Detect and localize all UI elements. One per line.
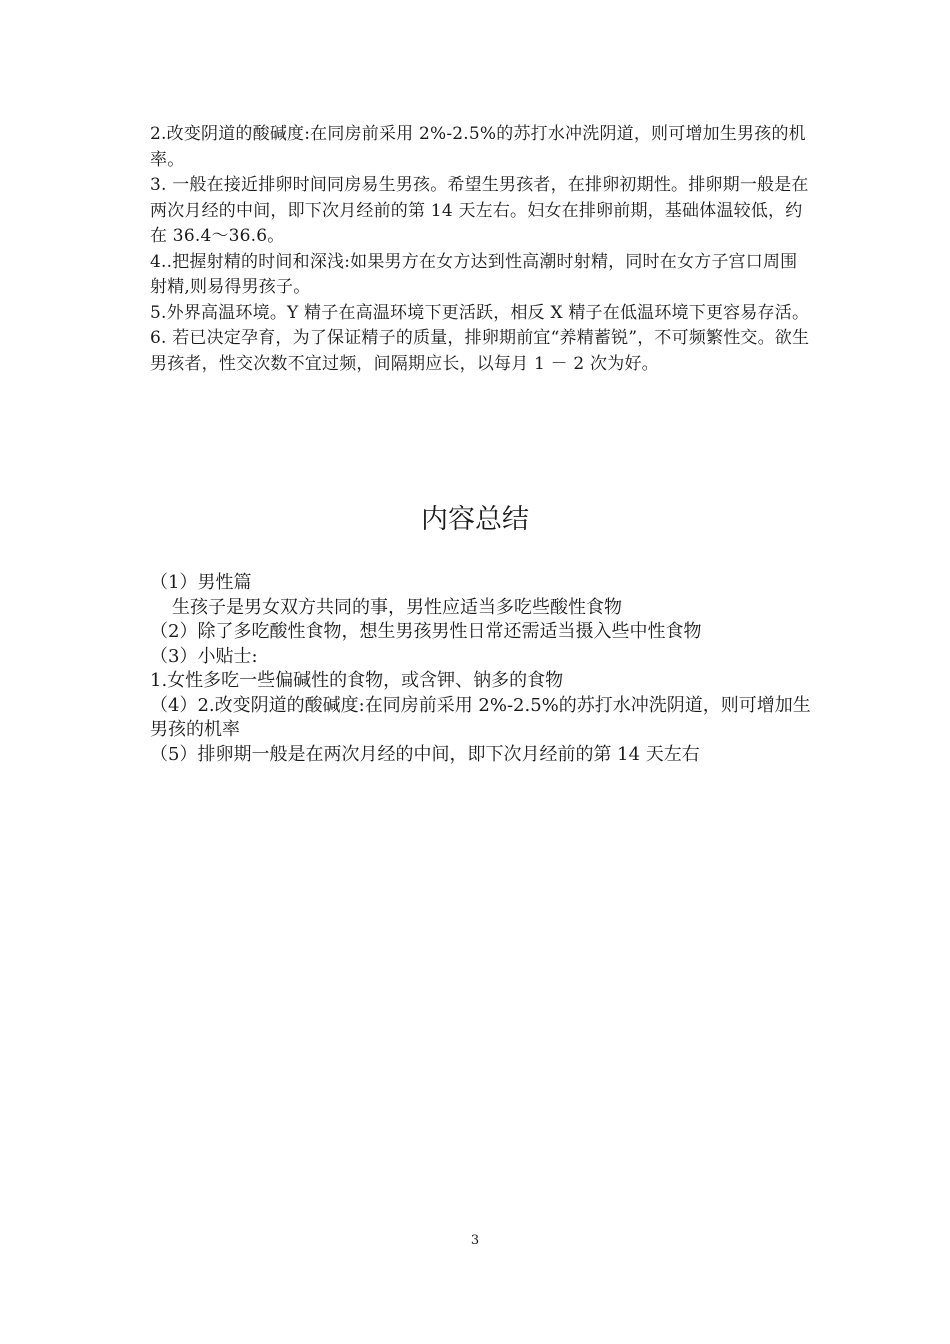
summary-line: （3）小贴士: [150,645,258,667]
summary-line: 生孩子是男女双方共同的事，男性应适当多吃些酸性食物 [172,596,622,618]
body-text [150,122,810,377]
paragraph-acidity: 2.改变阴道的酸碱度:在同房前采用 2%-2.5%的苏打水冲洗阴道，则可增加生男孩的机率。 [150,124,806,170]
summary-line: 1.女性多吃一些偏碱性的食物，或含钾、钠多的食物 [150,670,564,691]
summary-line: （5）排卵期一般是在两次月经的中间，即下次月经前的第 14 天左右 [150,743,700,765]
page-number: 3 [470,1233,480,1248]
summary-line: （2）除了多吃酸性食物，想生男孩男性日常还需适当摄入些中性食物 [150,621,702,642]
paragraph-temperature: 5.外界高温环境。Y 精子在高温环境下更活跃，相反 X 精子在低温环境下更容易存活。 [150,302,810,323]
summary-line: （4）2.改变阴道的酸碱度:在同房前采用 2%-2.5%的苏打水冲洗阴道，则可增加生男孩的机率 [150,694,811,740]
summary-line: （1）男性篇 [150,572,252,593]
paragraph-frequency: 6. 若已决定孕育，为了保证精子的质量，排卵期前宜“养精蓄锐”，不可频繁性交。欲生男孩者，性交次数不宜过频，间隔期应长，以每月 1 － 2 次为好。 [150,328,810,374]
summary-section [150,571,815,767]
paragraph-ejaculation: 4..把握射精的时间和深浅:如果男方在女方达到性高潮时射精，同时在女方子宫口周围射精,则易得男孩子。 [150,251,798,297]
summary-title: 内容总结 [421,504,529,535]
paragraph-ovulation-timing: 3. 一般在接近排卵时间同房易生男孩。希望生男孩者，在排卵初期性。排卵期一般是在两次月经的中间，即下次月经前的第 14 天左右。妇女在排卵前期，基础体温较低，约在 36.4～36.6。 [150,175,809,246]
